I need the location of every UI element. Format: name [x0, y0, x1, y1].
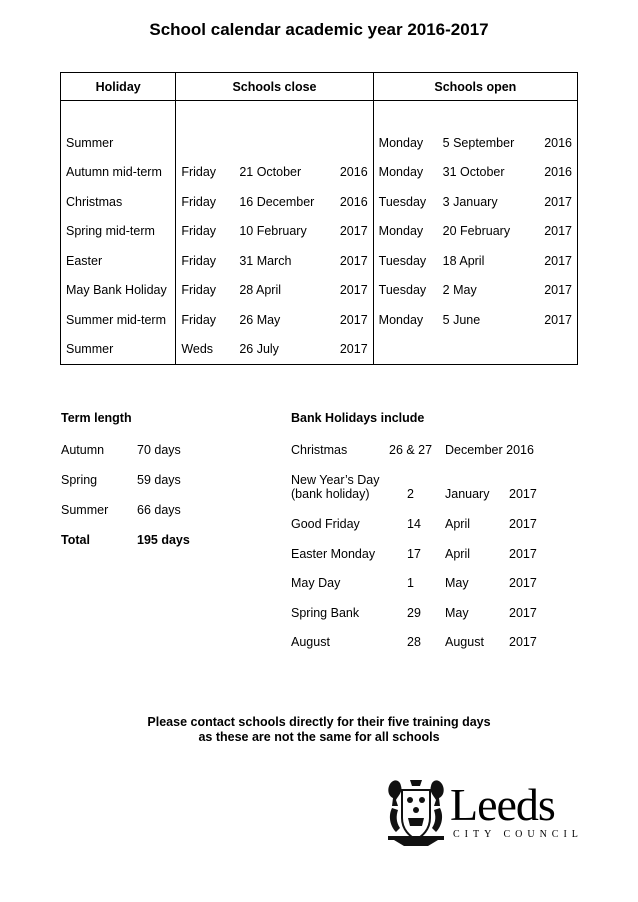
close-date: 26 May	[239, 312, 281, 327]
close-day: Friday	[181, 253, 217, 268]
open-year: 2017	[544, 224, 572, 239]
term-row-total	[61, 533, 190, 563]
bank-holiday-year: 2017	[509, 487, 537, 501]
table-row	[61, 246, 578, 276]
open-year: 2017	[544, 283, 572, 298]
holiday-name: Summer	[66, 135, 114, 150]
open-cell	[373, 187, 577, 217]
bank-holiday-row	[291, 547, 549, 577]
close-year: 2017	[339, 253, 368, 268]
bank-holiday-name: August	[291, 635, 330, 649]
holiday-cell	[61, 128, 176, 158]
close-year: 2017	[339, 342, 368, 356]
table-header-row	[61, 73, 578, 101]
open-year: 2017	[544, 194, 572, 209]
open-day: Monday	[378, 224, 424, 239]
close-cell	[176, 217, 373, 247]
open-cell	[373, 305, 577, 335]
open-date: 31 October	[442, 165, 505, 180]
bank-holiday-month: April	[445, 517, 471, 531]
close-year: 2016	[339, 194, 368, 209]
coat-of-arms-icon	[384, 776, 448, 846]
bank-holiday-row	[291, 517, 549, 547]
bank-holiday-year: 2017	[509, 605, 537, 620]
bank-holiday-name: Easter Monday	[291, 546, 376, 561]
close-date: 28 April	[239, 283, 282, 298]
bank-holiday-day: 1	[407, 576, 414, 590]
bank-holiday-name: New Year’s Day	[291, 473, 380, 487]
close-date: 31 March	[239, 253, 292, 268]
holiday-cell	[61, 276, 176, 306]
bank-holiday-new-year	[291, 473, 549, 517]
close-cell	[176, 335, 373, 365]
calendar-table	[60, 72, 578, 365]
open-cell	[373, 217, 577, 247]
bank-holiday-row	[291, 576, 549, 606]
logo-wordmark: Leeds	[450, 779, 555, 830]
table-row	[61, 187, 578, 217]
bank-holiday-day: 26 & 27	[389, 443, 433, 457]
close-day: Friday	[181, 165, 217, 180]
open-date: 3 January	[442, 194, 498, 209]
open-cell	[373, 335, 577, 365]
holiday-cell	[61, 246, 176, 276]
term-days: 70 days	[137, 443, 181, 457]
table-row	[61, 128, 578, 158]
open-year: 2016	[544, 165, 572, 180]
bank-holiday-month: May	[445, 605, 469, 620]
holiday-cell	[61, 158, 176, 188]
open-day: Tuesday	[378, 194, 427, 209]
total-days: 195 days	[137, 533, 190, 547]
bank-holiday-day: 17	[407, 546, 421, 561]
term-row-spring	[61, 473, 190, 503]
holiday-name: Christmas	[66, 194, 123, 209]
close-date: 21 October	[239, 165, 302, 180]
table-row	[61, 217, 578, 247]
term-name: Summer	[61, 503, 109, 517]
close-cell	[176, 276, 373, 306]
bank-holiday-year: 2017	[509, 635, 537, 649]
term-days: 59 days	[137, 473, 181, 487]
bank-holiday-day: 28	[407, 635, 421, 649]
table-row	[61, 276, 578, 306]
close-day: Friday	[181, 283, 217, 298]
open-cell	[373, 246, 577, 276]
bank-holiday-year: 2017	[509, 576, 537, 590]
open-cell	[373, 158, 577, 188]
open-date: 5 September	[442, 135, 515, 150]
term-row-summer	[61, 503, 190, 533]
close-date: 26 July	[239, 342, 279, 356]
bank-holiday-name-line2: (bank holiday)	[291, 487, 370, 501]
term-name: Autumn	[61, 443, 105, 457]
training-days-note	[0, 715, 638, 745]
bank-holiday-name: May Day	[291, 576, 341, 590]
bank-holiday-name: Good Friday	[291, 517, 360, 531]
close-cell	[176, 128, 373, 158]
holiday-cell	[61, 217, 176, 247]
close-year: 2016	[339, 165, 368, 180]
note-line-1: Please contact schools directly for their five training days	[147, 715, 491, 729]
close-year: 2017	[339, 283, 368, 298]
open-day: Tuesday	[378, 283, 427, 298]
open-day: Monday	[378, 135, 424, 150]
bank-holiday-christmas	[291, 443, 549, 473]
open-year: 2017	[544, 312, 572, 327]
bank-holiday-month: January	[445, 487, 490, 501]
bank-holiday-month: May	[445, 576, 469, 590]
close-day: Friday	[181, 312, 217, 327]
bank-holiday-row	[291, 606, 549, 636]
holiday-cell	[61, 335, 176, 365]
table-row	[61, 305, 578, 335]
open-cell	[373, 276, 577, 306]
close-year: 2017	[339, 224, 368, 239]
bank-holidays-section	[291, 411, 549, 665]
holiday-name: Easter	[66, 253, 103, 268]
open-date: 20 February	[442, 224, 511, 239]
open-day: Monday	[378, 312, 424, 327]
open-date: 5 June	[442, 312, 481, 327]
close-cell	[176, 246, 373, 276]
holiday-name: May Bank Holiday	[66, 283, 167, 298]
holiday-name: Summer mid-term	[66, 312, 167, 327]
bank-holiday-row	[291, 635, 549, 665]
holiday-name: Spring mid-term	[66, 224, 155, 239]
holiday-name: Autumn mid-term	[66, 165, 162, 180]
bank-holiday-name: Spring Bank	[291, 605, 360, 620]
bank-holiday-day: 2	[407, 487, 414, 501]
term-length-heading: Term length	[61, 411, 132, 425]
open-date: 18 April	[442, 253, 485, 268]
bank-holiday-name: Christmas	[291, 443, 348, 457]
bank-holiday-year: 2017	[509, 517, 537, 531]
bank-holiday-day: 14	[407, 517, 421, 531]
open-day: Monday	[378, 165, 424, 180]
open-day: Tuesday	[378, 253, 427, 268]
close-cell	[176, 158, 373, 188]
open-year: 2017	[544, 253, 572, 268]
close-cell	[176, 305, 373, 335]
term-name: Spring	[61, 473, 98, 487]
close-date: 10 February	[239, 224, 307, 239]
close-day: Friday	[181, 224, 217, 239]
table-row	[61, 158, 578, 188]
close-day: Friday	[181, 194, 217, 209]
open-cell	[373, 128, 577, 158]
close-year: 2017	[339, 312, 368, 327]
close-day: Weds	[181, 342, 214, 356]
leeds-city-council-logo	[384, 776, 584, 846]
logo-subtitle: CITY COUNCIL	[453, 829, 583, 840]
bank-holiday-month: August	[445, 635, 484, 649]
term-days: 66 days	[137, 503, 181, 517]
holiday-name: Summer	[66, 342, 114, 356]
bank-holidays-heading: Bank Holidays include	[291, 411, 425, 425]
table-row	[61, 335, 578, 365]
note-line-2: as these are not the same for all schools	[198, 730, 440, 744]
header-schools-close: Schools close	[176, 73, 373, 101]
bank-holiday-year: 2017	[509, 546, 537, 561]
bank-holiday-month-year: December 2016	[445, 443, 534, 457]
open-date: 2 May	[442, 283, 477, 298]
holiday-cell	[61, 187, 176, 217]
term-row-autumn	[61, 443, 190, 473]
close-date: 16 December	[239, 194, 315, 209]
holiday-cell	[61, 305, 176, 335]
bank-holiday-day: 29	[407, 605, 421, 620]
close-cell	[176, 187, 373, 217]
term-length-section	[61, 411, 190, 563]
header-schools-open: Schools open	[373, 73, 577, 101]
bank-holiday-month: April	[445, 546, 471, 561]
header-holiday: Holiday	[61, 73, 176, 101]
total-label: Total	[61, 533, 90, 547]
page-title: School calendar academic year 2016-2017	[149, 20, 489, 39]
open-year: 2016	[544, 135, 572, 150]
